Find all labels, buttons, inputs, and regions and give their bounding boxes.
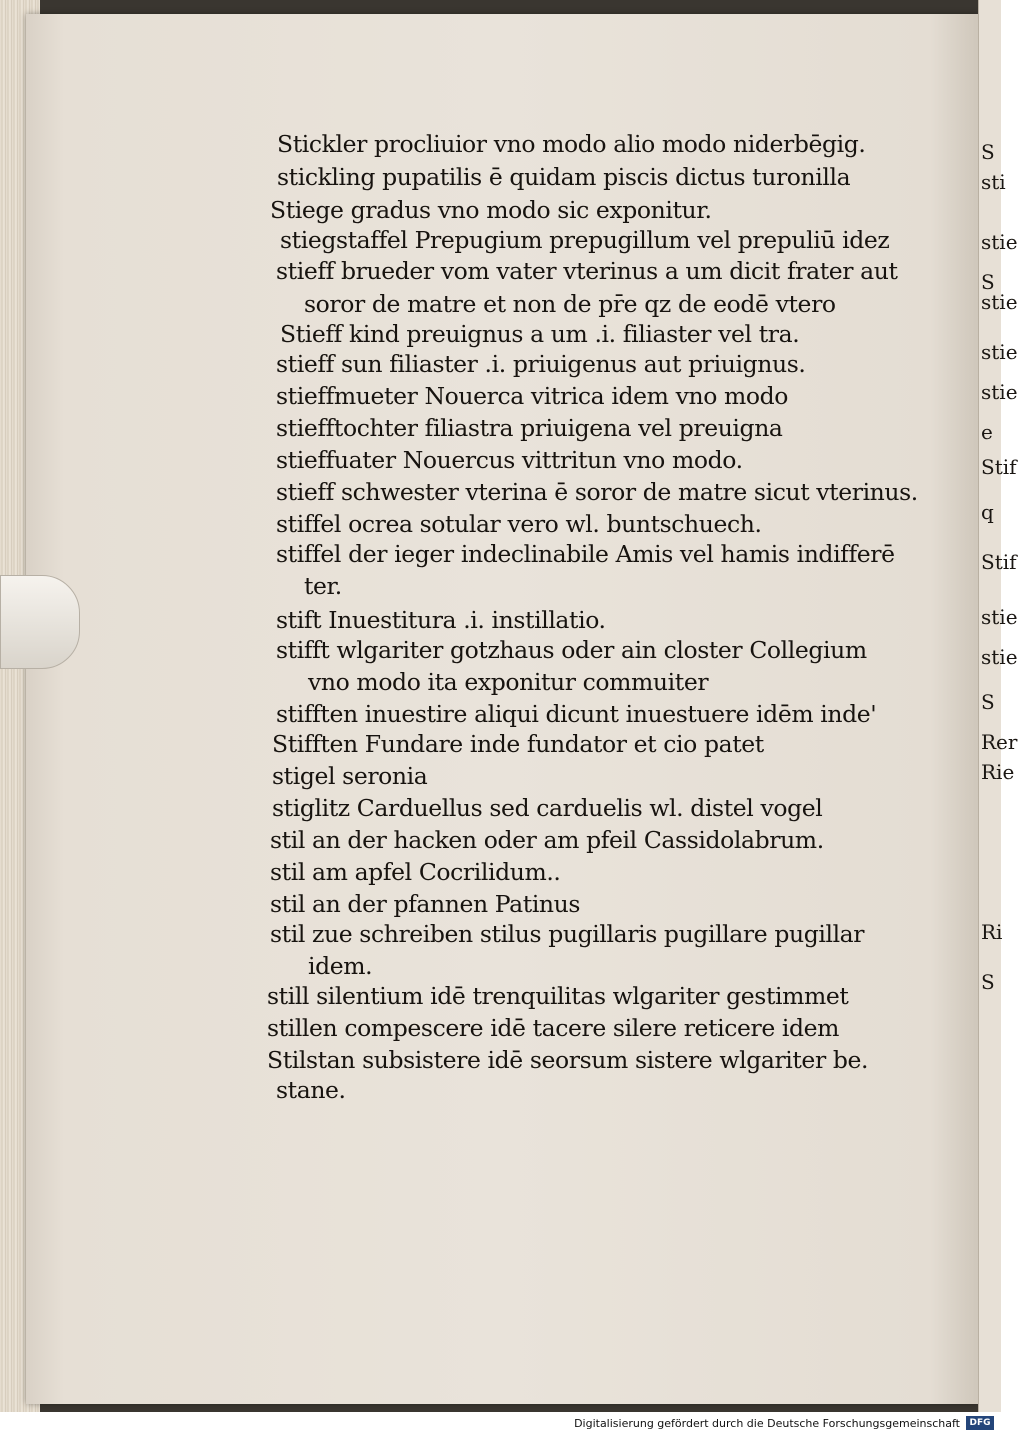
adjacent-page-fragment: stie <box>981 380 1018 404</box>
text-line: still silentium idē trenquilitas wlgariter gestimmet <box>267 982 849 1010</box>
adjacent-page-fragment: stie <box>981 605 1018 629</box>
text-line: stifft wlgariter gotzhaus oder ain closter Collegium <box>276 636 867 664</box>
text-line: stieffmueter Nouerca vitrica idem vno modo <box>276 382 789 410</box>
adjacent-page-fragment: q <box>981 500 994 524</box>
adjacent-page-fragment: stie <box>981 290 1018 314</box>
text-line: vno modo ita exponitur commuiter <box>308 668 709 696</box>
footer-credit: Digitalisierung gefördert durch die Deutsche Forschungsgemeinschaft <box>574 1417 960 1430</box>
adjacent-page-edge <box>978 0 1018 1412</box>
text-line: stiffel der ieger indeclinabile Amis vel hamis indifferē <box>276 540 895 568</box>
text-line: stil an der hacken oder am pfeil Cassidolabrum. <box>270 826 824 854</box>
text-line: stil an der pfannen Patinus <box>270 890 581 918</box>
adjacent-page-fragment: S <box>981 690 995 714</box>
text-line: stieff sun filiaster .i. priuigenus aut priuignus. <box>276 350 806 378</box>
adjacent-page-fragment: Ri <box>981 920 1003 944</box>
footer-bar <box>0 1412 1000 1436</box>
text-line: stieff schwester vterina ē soror de matre sicut vterinus. <box>276 478 918 506</box>
text-line: Stifften Fundare inde fundator et cio patet <box>272 730 764 758</box>
text-line: Stiege gradus vno modo sic exponitur. <box>270 196 712 224</box>
text-line: Stieff kind preuignus a um .i. filiaster vel tra. <box>280 320 800 348</box>
adjacent-page-fragment: stie <box>981 645 1018 669</box>
adjacent-page-fragment: Rie <box>981 760 1015 784</box>
text-line: stift Inuestitura .i. instillatio. <box>276 606 606 634</box>
text-line: stillen compescere idē tacere silere reticere idem <box>267 1014 840 1042</box>
text-line: stieffuater Nouercus vittritun vno modo. <box>276 446 743 474</box>
adjacent-page-fragment: e <box>981 420 993 444</box>
text-line: stil zue schreiben stilus pugillaris pugillare pugillar <box>270 920 865 948</box>
adjacent-page-fragment: stie <box>981 340 1018 364</box>
dfg-logo: DFG <box>966 1416 994 1430</box>
page-clip <box>0 575 80 669</box>
text-line: stickling pupatilis ē quidam piscis dictus turonilla <box>277 163 851 191</box>
adjacent-page-fragment: S <box>981 970 995 994</box>
text-line: stiegstaffel Prepugium prepugillum vel prepuliū idez <box>280 226 890 254</box>
adjacent-page-fragment: stie <box>981 230 1018 254</box>
text-line: stane. <box>276 1076 346 1104</box>
adjacent-page-fragment: S <box>981 270 995 294</box>
text-line: soror de matre et non de pr̄e qz de eodē vtero <box>304 290 836 318</box>
text-line: stil am apfel Cocrilidum.. <box>270 858 561 886</box>
adjacent-page-fragment: Stif <box>981 455 1017 479</box>
adjacent-page-fragment: sti <box>981 170 1006 194</box>
text-line: stiffel ocrea sotular vero wl. buntschuech. <box>276 510 762 538</box>
adjacent-page-fragment: Stif <box>981 550 1017 574</box>
text-line: Stickler procliuior vno modo alio modo niderbēgig. <box>277 130 866 158</box>
text-line: stieff brueder vom vater vterinus a um dicit frater aut <box>276 257 898 285</box>
text-line: ter. <box>304 572 342 600</box>
text-line: idem. <box>308 952 373 980</box>
text-line: stiglitz Carduellus sed carduelis wl. distel vogel <box>272 794 823 822</box>
text-line: stifften inuestire aliqui dicunt inuestuere idēm inde' <box>276 700 877 728</box>
adjacent-page-fragment: S <box>981 140 995 164</box>
text-line: stigel seronia <box>272 762 428 790</box>
text-line: stiefftochter filiastra priuigena vel preuigna <box>276 414 783 442</box>
text-line: Stilstan subsistere idē seorsum sistere wlgariter be. <box>267 1046 869 1074</box>
adjacent-page-fragment: Rer <box>981 730 1018 754</box>
